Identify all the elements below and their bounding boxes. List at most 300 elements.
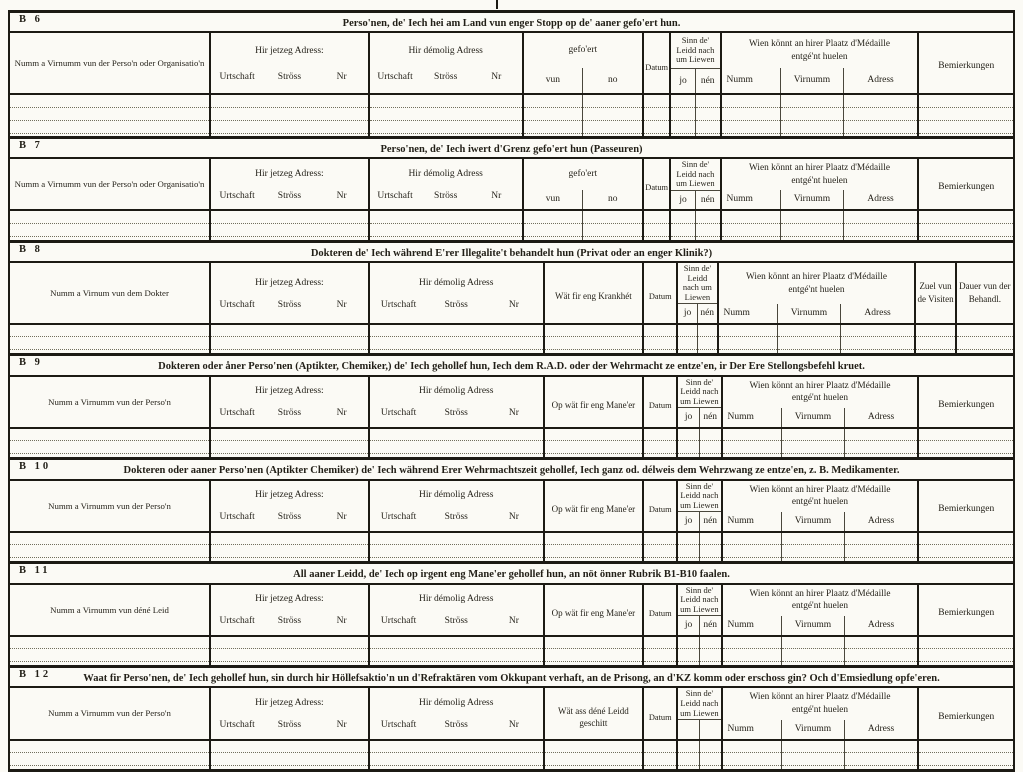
current-address-label: Hir jetzeg Adress: (255, 168, 324, 179)
header-name-column: Numm a Virnumm vun der Perso'n oder Organisatio'n (14, 179, 205, 190)
entry-rows (9, 532, 1014, 563)
header-gefoert-group: gefo'ert (523, 32, 644, 68)
entry-rows (9, 636, 1014, 667)
empty-cell (544, 636, 643, 649)
empty-cell (843, 223, 918, 236)
section-title: Perso'nen, de' Iech hei am Land vun enger Stopp op de' aaner gefo'ert hun. (342, 18, 681, 29)
section-id: B 10 (19, 461, 52, 473)
empty-cell (781, 120, 843, 133)
header-current-address-group (210, 376, 369, 428)
empty-cell (781, 107, 843, 120)
empty-cell (523, 107, 583, 120)
header-current-address-group (210, 158, 369, 210)
empty-cell (643, 753, 677, 766)
empty-cell (210, 428, 369, 441)
nr-label: Nr (508, 299, 519, 310)
entry-rows (9, 210, 1014, 241)
empty-cell (918, 545, 1014, 558)
header-former-address-group (369, 687, 544, 739)
current-address-label: Hir jetzeg Adress: (255, 698, 324, 709)
empty-entry-row (9, 94, 1014, 107)
empty-cell (844, 649, 918, 662)
empty-cell (643, 337, 677, 350)
empty-cell (918, 428, 1014, 441)
header-datum: Datum (643, 376, 677, 428)
nr-label: Nr (491, 190, 502, 201)
empty-cell (843, 107, 918, 120)
header-datum: Datum (643, 32, 670, 94)
empty-entry-row (9, 223, 1014, 236)
empty-cell (369, 120, 523, 133)
empty-cell (840, 337, 915, 350)
nen-label: nén (699, 512, 721, 532)
virnumm-label: Virnumm (781, 68, 843, 94)
former-address-label: Hir démolig Adress (408, 45, 483, 56)
empty-cell (643, 636, 677, 649)
empty-cell (695, 223, 720, 236)
adress-label: Adress (843, 190, 918, 210)
empty-cell (369, 337, 544, 350)
jo-label: jo (670, 68, 695, 94)
empty-cell (643, 107, 670, 120)
stross-label: Ströss (277, 71, 302, 82)
header-current-address-group (210, 687, 369, 739)
address-sublabels (370, 616, 543, 627)
urtschaft-label: Urtschaft (219, 408, 255, 419)
section-title: Perso'nen, de' Iech iwert d'Grenz gefo'ert hun (Passeuren) (380, 143, 643, 155)
header-maneer: Op wät fir eng Mane'er (544, 584, 643, 636)
empty-cell (699, 740, 721, 753)
header-wien-group: Wien könnt an hirer Plaatz d'Médaille entgé'nt huelen (722, 376, 919, 408)
empty-cell (9, 324, 210, 337)
empty-cell (670, 107, 695, 120)
header-former-address-group (369, 262, 544, 324)
empty-cell (722, 649, 782, 662)
former-address-label: Hir démolig Adress (419, 277, 494, 288)
empty-cell (369, 753, 544, 766)
empty-cell (670, 210, 695, 223)
vun-label: vun (523, 68, 583, 94)
stross-label: Ströss (434, 71, 458, 82)
section-id: B 6 (19, 14, 43, 25)
empty-cell (544, 740, 643, 753)
nen-label: nén (695, 68, 720, 94)
adress-label: Adress (844, 616, 918, 636)
empty-cell (722, 428, 782, 441)
section-title-row (9, 137, 1014, 158)
empty-cell (369, 441, 544, 454)
empty-cell (695, 94, 720, 107)
header-wien-group: Wien könnt an hirer Plaatz d'Médaille entgé'nt huelen (718, 262, 916, 304)
empty-cell (583, 107, 643, 120)
urtschaft-label: Urtschaft (380, 616, 417, 627)
empty-cell (544, 766, 643, 771)
empty-cell (210, 324, 369, 337)
former-address-label: Hir démolig Adress (419, 386, 494, 397)
header-bemierkungen: Bemierkungen (918, 32, 1014, 94)
empty-cell (210, 210, 369, 223)
empty-cell (643, 120, 670, 133)
column-header-row (9, 376, 1014, 408)
empty-entry-row (9, 636, 1014, 649)
stross-label: Ströss (277, 299, 302, 310)
header-former-address-group (369, 158, 523, 210)
column-header-row (9, 158, 1014, 190)
stross-label: Ströss (277, 616, 302, 627)
empty-cell (369, 636, 544, 649)
empty-cell (523, 120, 583, 133)
empty-cell (643, 223, 670, 236)
empty-cell (782, 636, 844, 649)
header-datum: Datum (643, 262, 677, 324)
empty-cell (843, 94, 918, 107)
empty-cell (677, 532, 699, 545)
column-header-row (9, 584, 1014, 616)
section-title-cell (9, 563, 1014, 584)
header-gefoert-group: gefo'ert (523, 158, 644, 190)
empty-cell (210, 636, 369, 649)
header-wien-group: Wien könnt an hirer Plaatz d'Médaille entgé'nt huelen (721, 158, 919, 190)
empty-cell (781, 223, 843, 236)
section-id: B 7 (19, 139, 43, 151)
address-sublabels (370, 408, 543, 419)
section-id: B 9 (19, 357, 43, 369)
empty-cell (369, 107, 523, 120)
section-id: B 12 (19, 669, 52, 681)
empty-cell (9, 636, 210, 649)
empty-cell (210, 441, 369, 454)
stross-label: Ströss (277, 408, 302, 419)
adress-label: Adress (844, 512, 918, 532)
section-b7 (8, 136, 1015, 243)
header-name-column: Numm a Virnumm vun der Perso'n (48, 708, 171, 719)
column-header-row (9, 262, 1014, 304)
empty-cell (677, 428, 699, 441)
empty-cell (9, 740, 210, 753)
former-address-label: Hir démolig Adress (419, 698, 494, 709)
section-title-cell (9, 137, 1014, 158)
stross-label: Ströss (444, 720, 468, 730)
empty-cell (9, 753, 210, 766)
header-datum: Datum (643, 158, 670, 210)
virnumm-label: Virnumm (782, 408, 844, 428)
nr-label: Nr (336, 299, 347, 310)
empty-cell (210, 337, 369, 350)
nen-label: nén (695, 190, 720, 210)
empty-cell (722, 766, 782, 771)
section-title-cell (9, 12, 1014, 33)
header-current-address-group (210, 262, 369, 324)
stross-label: Ströss (444, 299, 468, 310)
entry-rows (9, 428, 1014, 459)
header-wien-group: Wien könnt an hirer Plaatz d'Médaille entgé'nt huelen (722, 687, 919, 719)
empty-cell (210, 107, 369, 120)
empty-cell (721, 210, 781, 223)
header-sinn-group: Sinn de' Leidd nach um Liewen (677, 687, 721, 719)
empty-entry-row (9, 337, 1014, 350)
column-header-row (9, 687, 1014, 719)
section-title-cell (9, 459, 1014, 480)
empty-cell (9, 337, 210, 350)
empty-cell (722, 753, 782, 766)
empty-cell (544, 545, 643, 558)
header-former-address-group (369, 32, 523, 94)
entry-rows (9, 324, 1014, 355)
empty-entry-row (9, 428, 1014, 441)
header-krankheit: Wät fir eng Krankhét (544, 262, 643, 324)
empty-cell (677, 649, 699, 662)
section-b6 (8, 10, 1015, 139)
empty-cell (9, 120, 210, 133)
header-dauer-behandlung: Dauer vun der Behandl. (956, 262, 1014, 324)
empty-entry-row (9, 753, 1014, 766)
empty-cell (782, 766, 844, 771)
empty-cell (369, 766, 544, 771)
vun-label: vun (523, 190, 583, 210)
empty-cell (9, 649, 210, 662)
entry-rows (9, 94, 1014, 137)
urtschaft-label: Urtschaft (380, 299, 417, 310)
empty-cell (782, 441, 844, 454)
address-sublabels (370, 191, 522, 202)
empty-cell (721, 107, 781, 120)
address-sublabels (211, 616, 368, 627)
nr-label: Nr (336, 720, 347, 730)
empty-cell (844, 766, 918, 771)
empty-cell (956, 337, 1014, 350)
empty-cell (643, 740, 677, 753)
empty-cell (778, 337, 840, 350)
stross-label: Ströss (434, 190, 458, 201)
empty-cell (718, 337, 778, 350)
nr-label: Nr (336, 408, 347, 419)
empty-cell (699, 441, 721, 454)
nr-label: Nr (508, 720, 519, 730)
empty-cell (915, 337, 955, 350)
empty-cell (722, 441, 782, 454)
empty-cell (210, 545, 369, 558)
urtschaft-label: Urtschaft (219, 190, 255, 201)
header-name-column: Numm a Virnum vun dem Dokter (50, 287, 169, 298)
empty-entry-row (9, 532, 1014, 545)
empty-cell (721, 94, 781, 107)
empty-cell (677, 324, 697, 337)
virnumm-label: Virnumm (782, 512, 844, 532)
header-maneer: Op wät fir eng Mane'er (544, 376, 643, 428)
empty-cell (369, 324, 544, 337)
header-maneer: Op wät fir eng Mane'er (544, 480, 643, 532)
empty-cell (369, 545, 544, 558)
empty-cell (844, 740, 918, 753)
header-datum: Datum (643, 584, 677, 636)
empty-cell (583, 94, 643, 107)
section-title-row (9, 355, 1014, 376)
empty-cell (643, 324, 677, 337)
nr-label: Nr (508, 408, 519, 419)
entry-rows (9, 740, 1014, 771)
numm-label: Numm (721, 190, 781, 210)
header-bemierkungen: Bemierkungen (918, 376, 1014, 428)
header-sinn-group: Sinn de' Leidd nach um Liewen (677, 480, 721, 512)
empty-cell (956, 324, 1014, 337)
empty-cell (210, 740, 369, 753)
header-bemierkungen: Bemierkungen (918, 480, 1014, 532)
section-title-row (9, 241, 1014, 262)
empty-cell (643, 210, 670, 223)
address-sublabels (211, 408, 368, 419)
empty-cell (369, 223, 523, 236)
empty-cell (695, 210, 720, 223)
current-address-label: Hir jetzeg Adress: (255, 594, 324, 605)
adress-label: Adress (840, 304, 915, 324)
empty-cell (210, 766, 369, 771)
jo-label: jo (670, 190, 695, 210)
virnumm-label: Virnumm (781, 190, 843, 210)
empty-cell (782, 545, 844, 558)
stross-label: Ströss (277, 512, 302, 523)
header-former-address-group (369, 376, 544, 428)
empty-cell (9, 94, 210, 107)
current-address-label: Hir jetzeg Adress: (255, 490, 324, 501)
empty-cell (918, 107, 1014, 120)
empty-cell (544, 428, 643, 441)
empty-entry-row (9, 649, 1014, 662)
jo-cell-empty (677, 720, 699, 740)
empty-cell (918, 223, 1014, 236)
header-bemierkungen: Bemierkungen (918, 687, 1014, 739)
empty-cell (722, 636, 782, 649)
column-header-row (9, 32, 1014, 68)
section-title: Dokteren de' Iech während E'rer Illegalite't behandelt hun (Privat oder an enger Klinik?) (310, 247, 713, 259)
empty-cell (699, 649, 721, 662)
empty-cell (523, 94, 583, 107)
header-name-column: Numm a Virnumm vun der Perso'n (48, 500, 171, 511)
urtschaft-label: Urtschaft (380, 720, 417, 730)
empty-cell (918, 636, 1014, 649)
urtschaft-label: Urtschaft (219, 71, 255, 82)
section-b9 (8, 353, 1015, 460)
adress-label: Adress (844, 720, 918, 740)
urtschaft-label: Urtschaft (219, 616, 255, 627)
empty-cell (544, 324, 643, 337)
urtschaft-label: Urtschaft (380, 512, 417, 523)
section-b8 (8, 240, 1015, 356)
empty-cell (677, 636, 699, 649)
empty-cell (782, 428, 844, 441)
empty-cell (677, 766, 699, 771)
address-sublabels (211, 72, 368, 83)
section-b12 (8, 665, 1015, 772)
section-b10 (8, 457, 1015, 564)
empty-cell (369, 428, 544, 441)
header-name-column: Numm a Virnumm vun der Perso'n oder Organisatio'n (14, 58, 205, 69)
empty-cell (699, 753, 721, 766)
empty-cell (677, 753, 699, 766)
empty-cell (718, 324, 778, 337)
section-title: Dokteren oder aaner Perso'nen (Aptikter Chemiker) de' Iech während Erer Wehrmachtszeit gehollef, Iech ganz od. délweis dem Wehrzwang ze entze'en, z. B. Medikamenter. (123, 465, 900, 477)
nen-label: nén (699, 616, 721, 636)
nr-label: Nr (336, 71, 347, 82)
empty-cell (643, 428, 677, 441)
empty-cell (918, 740, 1014, 753)
scanned-form-page (8, 10, 1015, 772)
numm-label: Numm (721, 68, 781, 94)
numm-label: Numm (722, 408, 782, 428)
empty-cell (544, 441, 643, 454)
numm-label: Numm (722, 720, 782, 740)
former-address-label: Hir démolig Adress (419, 594, 494, 605)
section-title-row (9, 563, 1014, 584)
empty-cell (643, 94, 670, 107)
no-label: no (583, 68, 643, 94)
empty-cell (918, 120, 1014, 133)
section-title: Dokteren oder åner Perso'nen (Aptikter, Chemiker,) de' Iech gehollef hun, Iech dem R.A.D. oder der Wehrmacht ze entze'en, ir Der Ere Stellongsbefehl kruet. (158, 361, 865, 373)
empty-cell (844, 636, 918, 649)
empty-cell (670, 120, 695, 133)
section-id: B 11 (19, 565, 51, 577)
header-name-column: Numm a Virnumm vun der Perso'n (48, 396, 171, 407)
empty-cell (523, 210, 583, 223)
empty-cell (782, 753, 844, 766)
header-geschitt: Wät ass déné Leidd geschitt (544, 687, 643, 739)
jo-label: jo (677, 408, 699, 428)
empty-entry-row (9, 120, 1014, 133)
header-current-address-group (210, 584, 369, 636)
empty-cell (844, 441, 918, 454)
empty-cell (9, 210, 210, 223)
empty-cell (643, 532, 677, 545)
empty-entry-row (9, 107, 1014, 120)
empty-cell (721, 120, 781, 133)
address-sublabels (211, 720, 368, 731)
empty-cell (918, 753, 1014, 766)
empty-cell (699, 532, 721, 545)
header-sinn-group: Sinn de' Leidd nach um Liewen (677, 584, 721, 616)
empty-cell (722, 740, 782, 753)
section-title-cell (9, 667, 1014, 688)
empty-cell (918, 94, 1014, 107)
empty-cell (844, 753, 918, 766)
adress-label: Adress (843, 68, 918, 94)
empty-cell (369, 210, 523, 223)
empty-cell (670, 223, 695, 236)
section-title-row (9, 667, 1014, 688)
empty-cell (918, 649, 1014, 662)
empty-cell (918, 441, 1014, 454)
empty-entry-row (9, 740, 1014, 753)
empty-cell (778, 324, 840, 337)
stross-label: Ströss (444, 408, 468, 419)
empty-cell (9, 766, 210, 771)
empty-cell (677, 337, 697, 350)
address-sublabels (211, 300, 368, 311)
empty-cell (782, 740, 844, 753)
stross-label: Ströss (444, 616, 468, 627)
nr-label: Nr (336, 190, 347, 201)
section-title-cell (9, 355, 1014, 376)
section-title: All aaner Leidd, de' Iech op irgent eng Mane'er gehollef hun, an nöt önner Rubrik B1-B10 faalen. (293, 569, 730, 581)
nr-label: Nr (336, 616, 347, 627)
header-former-address-group (369, 480, 544, 532)
empty-cell (9, 428, 210, 441)
numm-label: Numm (718, 304, 778, 324)
empty-cell (583, 120, 643, 133)
address-sublabels (211, 512, 368, 523)
empty-cell (782, 649, 844, 662)
nr-label: Nr (508, 616, 519, 627)
empty-cell (369, 740, 544, 753)
virnumm-label: Virnumm (778, 304, 840, 324)
